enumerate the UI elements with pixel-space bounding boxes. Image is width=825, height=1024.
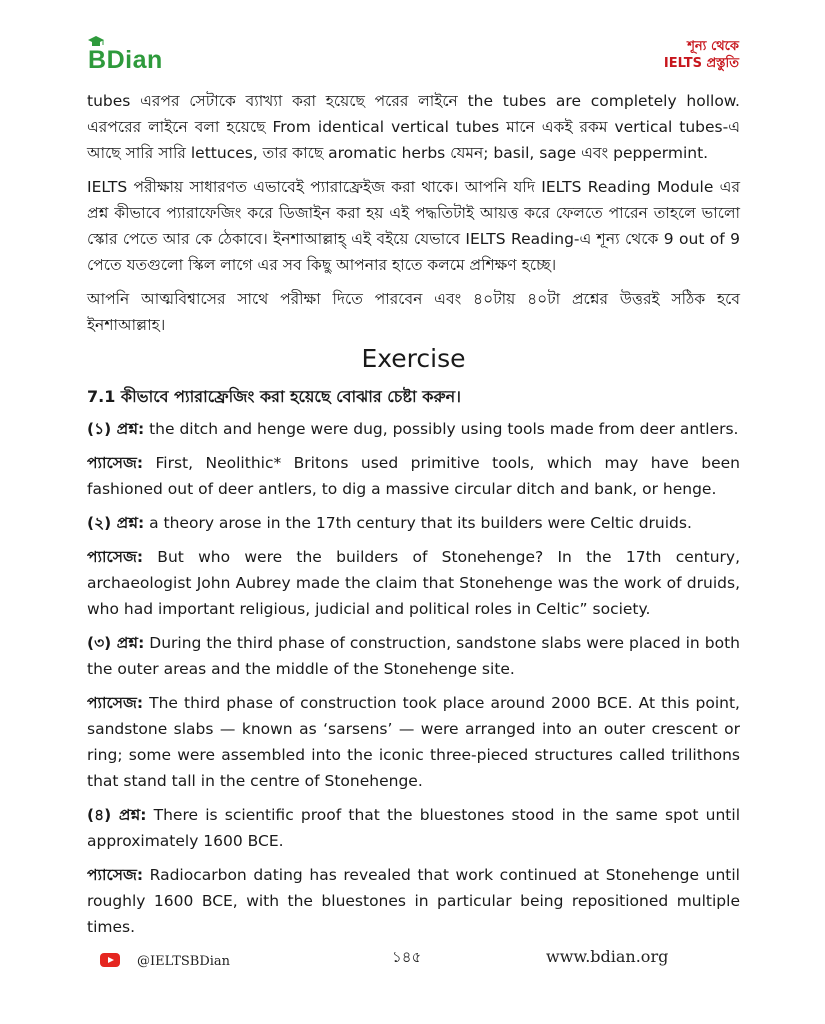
logo-text: BDian	[88, 46, 163, 74]
passage-label: প্যাসেজ:	[87, 454, 144, 472]
question-label: (২) প্রশ্ন:	[87, 514, 145, 532]
question-label: (৪) প্রশ্ন:	[87, 806, 147, 824]
passage-label: প্যাসেজ:	[87, 694, 144, 712]
question-item	[87, 510, 740, 536]
question-text: the ditch and henge were dug, possibly using tools made from deer antlers.	[144, 420, 739, 438]
question-text: During the third phase of construction, sandstone slabs were placed in both the outer areas and the middle of the Stonehenge site.	[87, 634, 740, 678]
page-content	[87, 88, 740, 948]
section-heading: 7.1 কীভাবে প্যারাফ্রেজিং করা হয়েছে বোঝার চেষ্টা করুন।	[87, 387, 461, 406]
tagline	[664, 38, 739, 72]
passage-text: But who were the builders of Stonehenge? In the 17th century, archaeologist John Aubrey made the claim that Stonehenge was the work of druids, who had important religious, judicial and political roles in Celtic” society.	[87, 548, 740, 618]
passage-text: The third phase of construction took place around 2000 BCE. At this point, sandstone slabs — known as ‘sarsens’ — were arranged into an outer crescent or ring; some were assembled into the iconic three-pieced structures called trilithons that stand tall in the centre of Stonehenge.	[87, 694, 740, 790]
graduation-cap-icon	[88, 36, 104, 48]
passage-item	[87, 544, 740, 622]
question-item	[87, 630, 740, 682]
tagline-line-2: IELTS প্রস্তুতি	[663, 56, 739, 71]
bdian-logo	[88, 46, 163, 75]
passage-item	[87, 450, 740, 502]
passage-text: First, Neolithic* Britons used primitive tools, which may have been fashioned out of deer antlers, to dig a massive circular ditch and bank, or henge.	[87, 454, 740, 498]
passage-item	[87, 690, 740, 794]
youtube-icon[interactable]	[100, 953, 120, 967]
youtube-handle[interactable]: @IELTSBDian	[137, 954, 231, 969]
intro-paragraph: tubes এরপর সেটাকে ব্যাখ্যা করা হয়েছে পরের লাইনে the tubes are completely hollow. এরপরের লাইনে বলা হয়েছে From identical vertical tubes মানে একই রকম vertical tubes-এ আছে সারি সারি lettuces, তার কাছে aromatic herbs যেমন; basil, sage এবং peppermint.	[87, 92, 740, 162]
passage-text: Radiocarbon dating has revealed that work continued at Stonehenge until roughly 1600 BCE, with the bluestones in particular being repositioned multiple times.	[87, 866, 740, 936]
question-item	[87, 416, 740, 442]
passage-item	[87, 862, 740, 940]
website-link[interactable]: www.bdian.org	[546, 947, 669, 966]
question-item	[87, 802, 740, 854]
page-header	[0, 0, 825, 80]
question-label: (১) প্রশ্ন:	[87, 420, 145, 438]
intro-paragraph: IELTS পরীক্ষায় সাধারণত এভাবেই প্যারাফ্রেইজ করা থাকে। আপনি যদি IELTS Reading Module এর প্রশ্ন কীভাবে প্যারাফেজিং করে ডিজাইন করা হয় এই পদ্ধতিটাই আয়ত্ত করে ফেলতে পারেন তাহলে ভালো স্কোর পেতে আর কে ঠেকাবে। ইনশাআল্লাহ্ এই বইয়ে যেভাবে IELTS Reading-এ শূন্য থেকে 9 out of 9 পেতে যতগুলো স্কিল লাগে এর সব কিছু আপনার হাতে কলমে প্রশিক্ষণ হচ্ছে।	[87, 178, 740, 274]
passage-label: প্যাসেজ:	[87, 548, 144, 566]
exercise-title: Exercise	[361, 344, 466, 373]
question-text: There is scientific proof that the bluestones stood in the same spot until approximately 1600 BCE.	[87, 806, 740, 850]
intro-paragraph: আপনি আত্মবিশ্বাসের সাথে পরীক্ষা দিতে পারবেন এবং ৪০টায় ৪০টা প্রশ্নের উত্তরই সঠিক হবে ইনশাআল্লাহ।	[87, 290, 740, 334]
page-footer	[0, 940, 825, 980]
question-label: (৩) প্রশ্ন:	[87, 634, 145, 652]
tagline-line-1: শূন্য থেকে	[687, 39, 739, 54]
question-text: a theory arose in the 17th century that its builders were Celtic druids.	[144, 514, 692, 532]
page-number: ১৪৫	[392, 948, 422, 966]
passage-label: প্যাসেজ:	[87, 866, 144, 884]
